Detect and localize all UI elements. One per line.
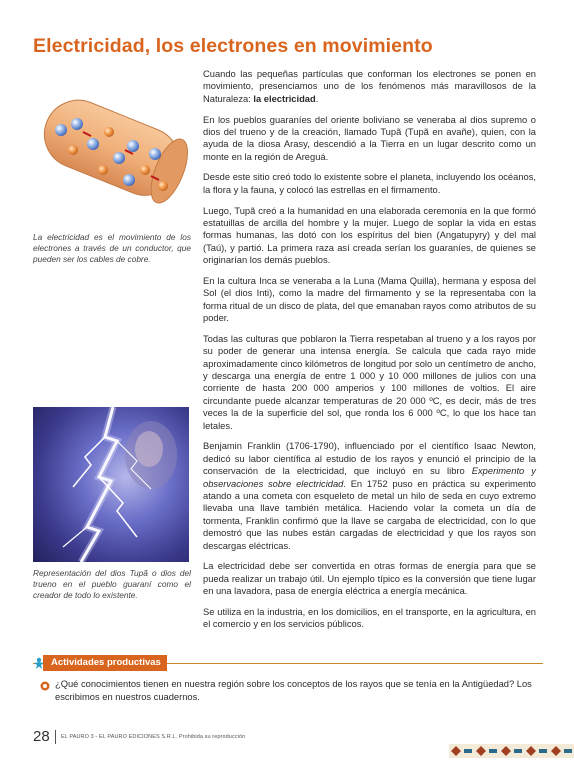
footer-text: EL PAURO 3 - EL PAURO EDICIONES S.R.L. Prohibida su reproducción (61, 734, 246, 740)
paragraph: Desde este sitio creó todo lo existente sobre el planeta, incluyendo los océanos, la flora y la fauna, y colocó las estrellas en el firmamento. (203, 172, 536, 195)
page-title: Electricidad, los electrones en movimiento (33, 35, 433, 57)
paragraph-text: Cuando las pequeñas partículas que conforman los electrones se ponen en movimiento, presenciamos uno de los fenómenos más maravillosos de la Naturaleza: (203, 69, 536, 104)
figure-caption-tupa: Representación del dios Tupã o dios del trueno en el pueblo guaraní como el creador de todo lo existente. (33, 568, 191, 600)
paragraph (203, 68, 536, 105)
paragraph: En los pueblos guaraníes del oriente boliviano se veneraba al dios supremo o dios del trueno y de la creación, llamado Tupã (Tupã en avañe), quien, con la ayuda de la diosa Arasy, descendió a la Tierra en un lugar descrito como un monte en la región de Areguá. (203, 114, 536, 162)
paragraph-text: . En 1752 puso en práctica su experimento atando a una cometa con esqueleto de metal un hilo de seda en cuyo extremo llevaba una llave también metálica. Haciendo volar la cometa un día de tormenta, Franklin confirmó que la llave se cargaba de electricidad, con lo que demostró que las nubes están cargadas de electricidad y que los rayos son descargas eléctricas. (203, 478, 536, 551)
decorative-border-pattern (449, 744, 574, 758)
bold-term: la electricidad (253, 93, 316, 104)
lightning-god-illustration (33, 407, 189, 562)
main-text-column (203, 68, 536, 639)
page-number: 28 (33, 728, 50, 745)
book-title: Experimento y observaciones sobre electricidad (203, 466, 536, 489)
electron-conductor-illustration (33, 80, 191, 220)
paragraph: Luego, Tupã creó a la humanidad en una elaborada ceremonia en la que formó estatuillas de arcilla del hombre y la mujer. Luego de soplar la vida en estas formas humanas, las dotó con los espíritus del bien (Angatupyry) y del mal (Taú), y partió. La primera raza así creada serían los guaraníes, de quienes se originarían los demás pueblos. (203, 205, 536, 266)
figure-caption-conductor: La electricidad es el movimiento de los electrones a través de un conductor, que pueden ser los cables de cobre. (33, 232, 191, 264)
activities-label: Actividades productivas (43, 655, 167, 671)
paragraph: Todas las culturas que poblaron la Tierra respetaban al trueno y a los rayos por su poder de generar una intensa energía. Se calcula que cada rayo mide aproximadamente cinco kilómetros de longitud por solo un centímetro de ancho, y descarga una energía de entre 1 000 y 10 000 millones de julios con una corriente de hasta 200 000 amperios y 100 millones de voltios. El aire circundante puede alcanzar temperaturas de 20 000 ºC, es decir, más de tres veces la de la superficie del sol, que ronda los 6 000 ºC, lo que los hace tan letales. (203, 333, 536, 431)
paragraph (203, 440, 536, 552)
bullet-flower-icon (40, 681, 50, 691)
divider (55, 730, 56, 744)
paragraph-text: . (315, 93, 319, 104)
paragraph: Se utiliza en la industria, en los domicilios, en el transporte, en la agricultura, en el comercio y en los servicios públicos. (203, 606, 536, 630)
paragraph: En la cultura Inca se veneraba a la Luna (Mama Quilla), hermana y esposa del Sol (el dios Inti), como la madre del firmamento y se la representaba con la forma ritual de un disco de plata, del que emanaban rayos como atributos de su poder. (203, 275, 536, 324)
paragraph: La electricidad debe ser convertida en otras formas de energía para que se pueda realizar un trabajo útil. Un ejemplo típico es la conversión que tiene lugar en una lavadora, pasa de energía eléctrica a energía mecánica. (203, 561, 536, 597)
lightning-bolt-icon (33, 407, 189, 562)
activities-header (33, 655, 543, 671)
paragraph-text: Benjamin Franklin (1706-1790), influenciado por el científico Isaac Newton, dedicó su labor científica al estudio de los rayos y enunció el principio de la conservación de la electricidad, que incluyó en su libro (203, 441, 536, 477)
activity-question: ¿Qué conocimientos tienen en nuestra región sobre los conceptos de los rayos que se tenía en la Antigüedad? Los escribimos en nuestros cuadernos. (55, 679, 532, 702)
